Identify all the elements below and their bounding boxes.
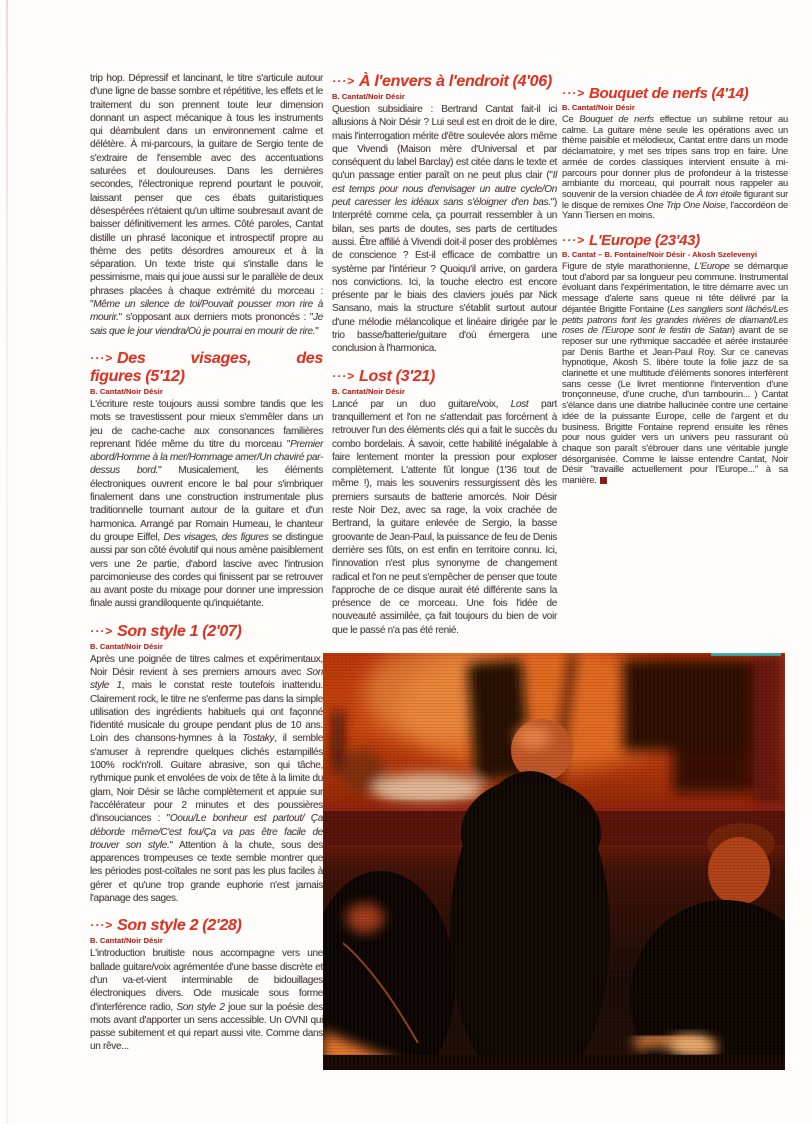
arrow-icon: ···> [562,86,585,100]
italic-quote-run: Des visages, des figures [163,531,269,543]
section-paragraphs [90,398,323,611]
text-run: " Attention à la chute, sous des apparences trompeuses ce texte semble montrer que les périodes post-coïtales ne sont pas les plus faciles à gérer et qu'une trop grande euphorie n'est jamais l'apanage des sages. [90,839,323,905]
text-run: effectue un sublime retour au calme. La guitare mène seule les opérations avec un thème paisible et mélodieux, Cantat entre dans un mode déclamatoire, y met ses tripes sans trop en faire. Une armée de cordes classiques intervient ensuite à mi-parcours pour donner plus de profondeur à la tristesse ambiante du morceau, qui pourrait nous rappeler au souvenir de la version chiadée de [562,114,788,199]
section-duration: (5'12) [145,367,185,385]
track-review-section [562,85,788,221]
italic-quote-run: Même un silence de toi/Pouvait pousser mon rire à mourir. [90,299,323,324]
italic-quote-run: Son style 2 [176,1001,225,1013]
text-run: L'écriture reste toujours aussi sombre tandis que les mots se travestissent pour mieux s'emmêler dans un jeu de cache-cache aux consonances familières reprenant l'idée même du titre du morceau " [90,398,323,450]
italic-quote-run: Tostaky [242,733,275,745]
text-run: ") Interprété comme cela, ça pourrait ressembler à un bilan, ses parts de doutes, ses parts de certitudes aussi. Être affilié à Vivendi doit-il poser des problèmes de conscience ? Est-il efficace de combattre un système par l'intérieur ? Quoiqu'il arrive, on gardera nos convictions. Ici, la touche electro est encore présente par le biais des claviers joués par Nick Sansano, mais la structure s'établit surtout autour d'une mélodie mélancolique et linéaire dirigée par le trio basse/batterie/guitare d'où émergera une conclusion à l'harmonica. [332,197,557,355]
page-left-edge [6,0,8,1124]
text-run: part tranquillement et l'on ne s'attendait pas forcément à retrouver l'un des éléments clés qui a fait le succès du combo bordelais. À savoir, cette habilité inégalable à faire lentement monter la pression pour exploser complètement. L'attente fût longue (1'36 tout de même !), mais les souvenirs ressurgissent dès les premiers sursauts de batterie amorcés. Noir Désir reste Noir Dez, avec sa rage, la voix crachée de Bertrand, la guitare enlevée de Sergio, la basse groovante de Jean-Paul, la puissance de feu de Denis derrière ses fûts, on est enfin en territoire connu. Ici, l'innovation n'est plus synonyme de changement radical et l'on ne peut s'empêcher de penser que toute l'approche de ce disque aurait été différente sans la présence de ce morceau. Une fois l'idée de nouveauté assimilée, ça fait toujours du bien de voir que le passé n'a pas été renié. [332,398,557,636]
paragraph [90,653,323,906]
text-run: Question subsidiaire : Bertrand Cantat fait-il ici allusions à Noir Désir ? Lui seul est en droit de le dire, mais l'interrogation mérite d'être soulevée alors même que Vivendi (Maison mère d'Universal et par conséquent du label Barclay) est citée dans le texte et qu'un passage entier paraît on ne peut plus clair (" [332,104,557,182]
track-review-section [90,622,323,906]
text-run: , mais le constat reste toutefois inattendu. Clairement rock, le titre ne s'enferme pas dans la simple utilisation des ingrédients habituels qui ont façonné l'identité musicale du groupe pendant plus de 10 ans. Loin des chansons-hymnes à la [90,680,323,745]
section-title: Lost [359,367,392,385]
track-review-section [332,367,557,637]
section-duration: (2'28) [202,917,242,935]
section-heading [90,916,323,935]
section-credit: B. Cantat/Noir Désir [332,92,405,101]
track-review-section [332,72,557,356]
text-run: Lancé par un duo guitare/voix, [332,398,511,410]
text-run: joue sur la poésie des mots avant d'apporter un sens accessible. Un OVNI qui passe subitement et qui repart aussi vite. Comme dans un rêve... [90,1001,323,1053]
italic-quote-run: Je sais que le jour viendra/Où je pourrai en mourir de rire. [90,312,323,337]
section-paragraphs [90,653,323,906]
text-run: L'introduction bruitiste nous accompagne vers une ballade guitare/voix agrémentée d'une basse discrète et d'un va-et-vient interminable de bidouillages électroniques divers. Ode musicale sous forme d'interférence radio, [90,948,323,1013]
section-paragraphs [562,114,788,221]
section-heading [332,367,557,386]
italic-quote-run: Bouquet de nerfs [579,114,654,124]
section-credit: B. Cantat/Noir Désir [90,641,163,651]
italic-quote-run: One Trip One Noise [646,199,726,210]
text-run: se distingue aussi par son côté évolutif qui nous amène paisiblement vers une 2e partie, d'abord lascive avec l'intrusion parcimonieuse des cordes qui finissent par se retrouver au avant poste du mixage pour donner une impression finale aussi grandiloquente qu'inquiétante. [90,531,323,610]
band-photo-illustration [323,653,785,1070]
text-run: " s'opposant aux derniers mots prononcés : " [118,312,314,324]
paragraph [90,947,323,1053]
photo-teal-sliver [711,653,781,656]
section-duration: (23'43) [655,232,700,250]
paragraph [90,398,323,611]
paragraph [332,103,557,356]
paragraph [90,72,323,338]
section-title: Bouquet de nerfs [589,85,708,102]
band-photo [323,653,785,1070]
arrow-icon: ···> [90,918,113,933]
section-heading [90,622,323,641]
section-credit: B. Cantat/Noir Désir [332,386,405,396]
column-1 [90,72,323,1054]
section-duration: (3'21) [395,367,435,385]
track-review-section [90,916,323,1053]
section-title: Son style 2 [117,917,199,935]
section-heading [562,232,788,249]
italic-quote-run: À ton étoile [696,188,742,199]
section-credit: B. Cantat/Noir Désir [562,103,635,112]
italic-quote-run: L'Europe [694,261,730,272]
italic-quote-run: Lost [510,398,529,410]
paragraph [562,114,788,221]
section-title: À l'envers à l'endroit [359,73,509,90]
section-heading [562,85,788,102]
section-title: Des visages, des figures [90,349,323,385]
text-run: , l'accordéon de Yann Tiersen en moins. [562,199,788,221]
track-review-section [90,349,323,611]
italic-quote-run: Oouu/Le bonheur est partout/ Ça déborde même/C'est fou/Ça va pas être facile de trouver son style. [90,813,323,851]
arrow-icon: ···> [90,623,113,638]
text-run: trip hop. Dépressif et lancinant, le titre s'articule autour d'une ligne de basse sombre et répétitive, les effets et le traitement du son prennent toute leur dimension donnant un aspect mécanique à tous les instruments qui déambulent dans un environnement calme et délétère. À mi-parcours, la guitare de Sergio tente de s'extraire de l'ensemble avec des accentuations saturées et douloureuses. Dans les dernières secondes, l'électronique reprend pourtant le pouvoir, laissant penser que ces ébats guitaristiques désespérées n'étaient qu'un ultime soubresaut avant de baisser définitivement les armes. Côté paroles, Cantat distille un phrasé laconique et introspectif propre au thème des petits désordres amoureux et à la séparation. Un texte triste qui s'installe dans le pessimisme, mais qui joue aussi sur le parallèle de deux phrases placées à chaque extrémité du morceau : " [90,73,323,311]
italic-quote-run: Son style 1 [90,666,323,692]
track-review-section [562,232,788,486]
section-heading [90,349,323,386]
italic-quote-run: Les sangliers sont lâchés/Les petits patrons font les grandes rivières de diamant/Les roses de l'Europe sont le festin de Satan [562,303,788,336]
text-run: Ce [562,114,580,124]
section-title: L'Europe [589,232,652,250]
italic-quote-run: Il est temps pour nous d'envisager un autre cycle/On peut caresser les idéaux sans s'éloigner d'en bas. [332,170,557,209]
text-run: Après une poignée de titres calmes et expérimentaux, Noir Désir revient à ses premiers amours avec [90,653,323,678]
arrow-icon: ···> [562,233,585,248]
section-duration: (2'07) [202,622,242,640]
text-run: ) avant de se reposer sur une rythmique saccadée et aérée instaurée par Denis Barthe et Jean-Paul Roy. Sur ce canevas hypnotique, Akosh S. libère toute la folie jazz de sa clarinette et une multitude d'éléments sonores interfèrent sans cesse (Le livret mentionne l'intervention d'une tronçonneuse, d'une cruche, d'un tambourin... ) Cantat s'élance dans une diatribe hallucinée contre une certaine idée de la puissante Europe, celle de l'argent et du business. Brigitte Fontaine reprend ensuite les rênes pour nous guider vers un univers peu rassurant où chaque son paraît s'ébrouer dans une véritable jungle désorganisée. Comme le laisse entendre Cantat, Noir Désir "travaille actuellement pour l'Europe..." à sa manière. [562,325,788,486]
column-2 [332,72,557,637]
arrow-icon: ···> [332,74,355,88]
section-paragraphs [332,103,557,356]
section-paragraphs [562,261,788,486]
paragraph [332,398,557,637]
arrow-icon: ···> [90,350,113,365]
end-of-article-square [600,477,607,484]
section-credit: B. Cantat/Noir Désir [90,386,163,396]
section-duration: (4'14) [711,85,749,102]
arrow-icon: ···> [332,368,355,383]
text-run: se démarque tout d'abord par sa longueur peu commune. Instrumental évoluant dans l'expérimentation, le titre démarre avec un message d'alerte sans queue ni tête délivré par la déjantée Brigitte Fontaine ( [562,261,788,314]
section-title: Son style 1 [117,622,199,640]
section-paragraphs [90,947,323,1053]
section-heading [332,72,557,91]
text-run: figurant sur le disque de remixes [562,188,789,210]
section-paragraphs [90,72,323,338]
text-run: " Musicalement, les éléments électroniques ouvrent encore le bal pour s'imbriquer finalement dans une construction instrumentale plus traditionnelle tournant autour de la guitare et d'un harmonica. Arrangé par Romain Humeau, le chanteur du groupe Eiffel, [90,465,324,543]
section-duration: (4'06) [512,73,552,90]
continued-paragraph-section [90,72,323,338]
text-run: " [315,325,319,337]
section-paragraphs [332,398,557,637]
text-run: Figure de style marathonienne, [562,261,695,272]
paragraph [562,261,788,486]
column-3 [562,72,788,486]
section-credit: B. Cantat/Noir Désir [90,936,163,946]
photo-bottom-shadow [323,1055,785,1070]
text-run: , il semble s'amuser à reprendre quelques clichés estampillés 100% rock'n'roll. Guitare abrasive, son qui tâche, rythmique punk et envolées de voix de tête à la limite du glam, Noir Désir se lâche complètement et appuie sur l'accélérateur pour 2 minutes et des poussières d'insouciances : " [90,733,324,825]
italic-quote-run: Premier abord/Homme à la mer/Hommage amer/Un chaviré par-dessus bord. [90,438,323,477]
section-credit: B. Cantat – B. Fontaine/Noir Désir - Akosh Szelevenyi [562,250,758,260]
